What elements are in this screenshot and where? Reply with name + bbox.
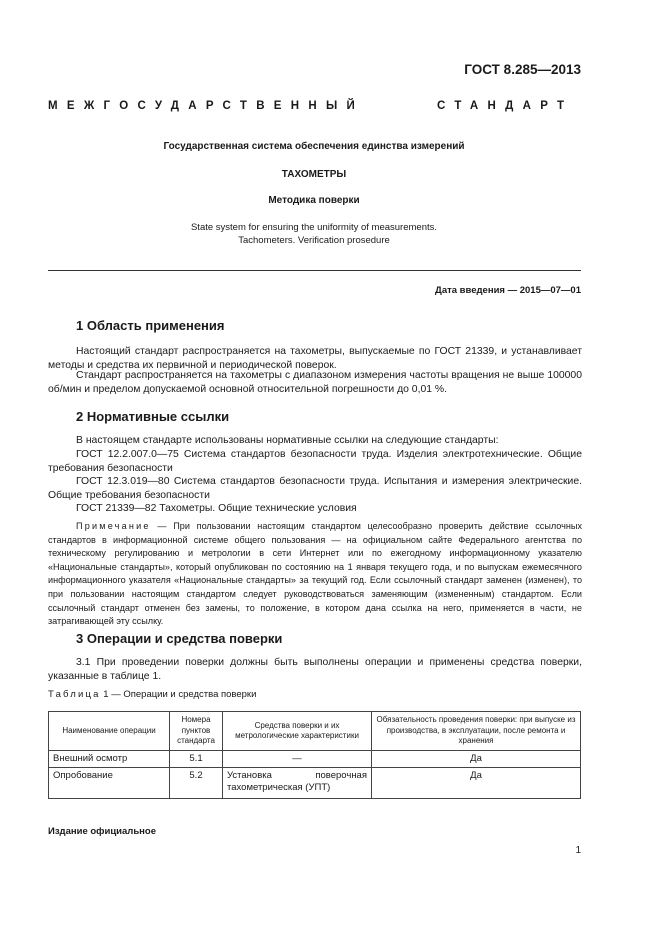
table-cell-operation: Опробование	[49, 768, 170, 799]
table-cell-clause: 5.2	[170, 768, 223, 799]
page-number: 1	[575, 845, 581, 856]
effective-date: Дата введения — 2015—07—01	[435, 285, 581, 296]
section-3-heading: 3 Операции и средства поверки	[76, 631, 283, 646]
system-title: Государственная система обеспечения единства измерений	[163, 141, 465, 152]
table-cell-obligation: Да	[372, 768, 581, 799]
operations-table	[48, 711, 581, 799]
section-1-paragraph-2: Стандарт распространяется на тахометры с диапазоном измерения частоты вращения не выше 100000 об/мин и пределом допускаемой основной относительной погрешности до 0,01 %.	[48, 370, 582, 395]
table-cell-operation: Внешний осмотр	[49, 751, 170, 768]
english-title	[48, 221, 580, 247]
english-title-line-1: State system for ensuring the uniformity of measurements.	[190, 222, 438, 233]
section-2-heading: 2 Нормативные ссылки	[76, 409, 230, 424]
table-row	[49, 751, 581, 768]
section-1-paragraph-1: Настоящий стандарт распространяется на тахометры, выпускаемые по ГОСТ 21339, и устанавливает методы и средства их первичной и периодической поверок.	[48, 346, 582, 371]
table-header-means: Средства поверки и их метрологические характеристики	[223, 712, 372, 751]
table-row	[49, 768, 581, 799]
table-cell-obligation: Да	[372, 751, 581, 768]
standard-type-banner-right: СТАНДАРТ	[437, 100, 574, 112]
section-2-intro: В настоящем стандарте использованы нормативные ссылки на следующие стандарты:	[76, 435, 499, 446]
document-code: ГОСТ 8.285—2013	[464, 62, 581, 77]
table-caption-text: 1 — Операции и средства поверки	[100, 689, 257, 700]
note-label: Примечание	[76, 521, 151, 531]
header-divider	[48, 270, 581, 271]
table-cell-means: —	[223, 751, 372, 768]
table-cell-means: Установка поверочная тахометрическая (УПТ)	[223, 768, 372, 799]
section-3-paragraph-1: 3.1 При проведении поверки должны быть выполнены операции и применены средства поверки, указанные в таблице 1.	[48, 657, 582, 682]
standard-type-banner-left: МЕЖГОСУДАРСТВЕННЫЙ	[48, 100, 365, 112]
table-header-clause: Номера пунктов стандарта	[170, 712, 223, 751]
reference-1: ГОСТ 12.2.007.0—75 Система стандартов безопасности труда. Изделия электротехнические. Общие требования безопасности	[48, 449, 582, 474]
reference-2: ГОСТ 12.3.019—80 Система стандартов безопасности труда. Испытания и измерения электрические. Общие требования безопасности	[48, 476, 582, 501]
official-edition-label: Издание официальное	[48, 826, 156, 837]
table-header-row	[49, 712, 581, 751]
document-title: ТАХОМЕТРЫ	[281, 169, 347, 180]
table-caption-label: Таблица	[48, 689, 101, 700]
reference-3: ГОСТ 21339—82 Тахометры. Общие технические условия	[76, 503, 357, 514]
references-note	[48, 520, 582, 629]
document-subtitle: Методика поверки	[268, 195, 360, 206]
section-1-heading: 1 Область применения	[76, 318, 225, 333]
note-text: — При пользовании настоящим стандартом целесообразно проверить действие ссылочных стандартов в информационной системе общего пользования — на официальном сайте Федерального агентства по техническому регулированию и метрологии в сети Интернет или по ежегодному информационному указателю «Национальные стандарты», который опубликован по состоянию на 1 января текущего года, и по выпускам ежемесячного информационного указателя «Национальные стандарты» за текущий год. Если ссылочный стандарт заменен (изменен), то при пользовании настоящим стандартом следует руководствоваться заменяющим (измененным) стандартом. Если ссылочный стандарт отменен без замены, то положение, в котором дана ссылка на него, применяется в части, не затрагивающей эту ссылку.	[48, 521, 582, 627]
table-header-obligation: Обязательность проведения поверки: при выпуске из производства, в эксплуатации, после ремонта и хранения	[372, 712, 581, 751]
table-cell-clause: 5.1	[170, 751, 223, 768]
english-title-line-2: Tachometers. Verification prosedure	[238, 235, 390, 246]
table-caption	[48, 689, 256, 700]
table-header-operation: Наименование операции	[49, 712, 170, 751]
